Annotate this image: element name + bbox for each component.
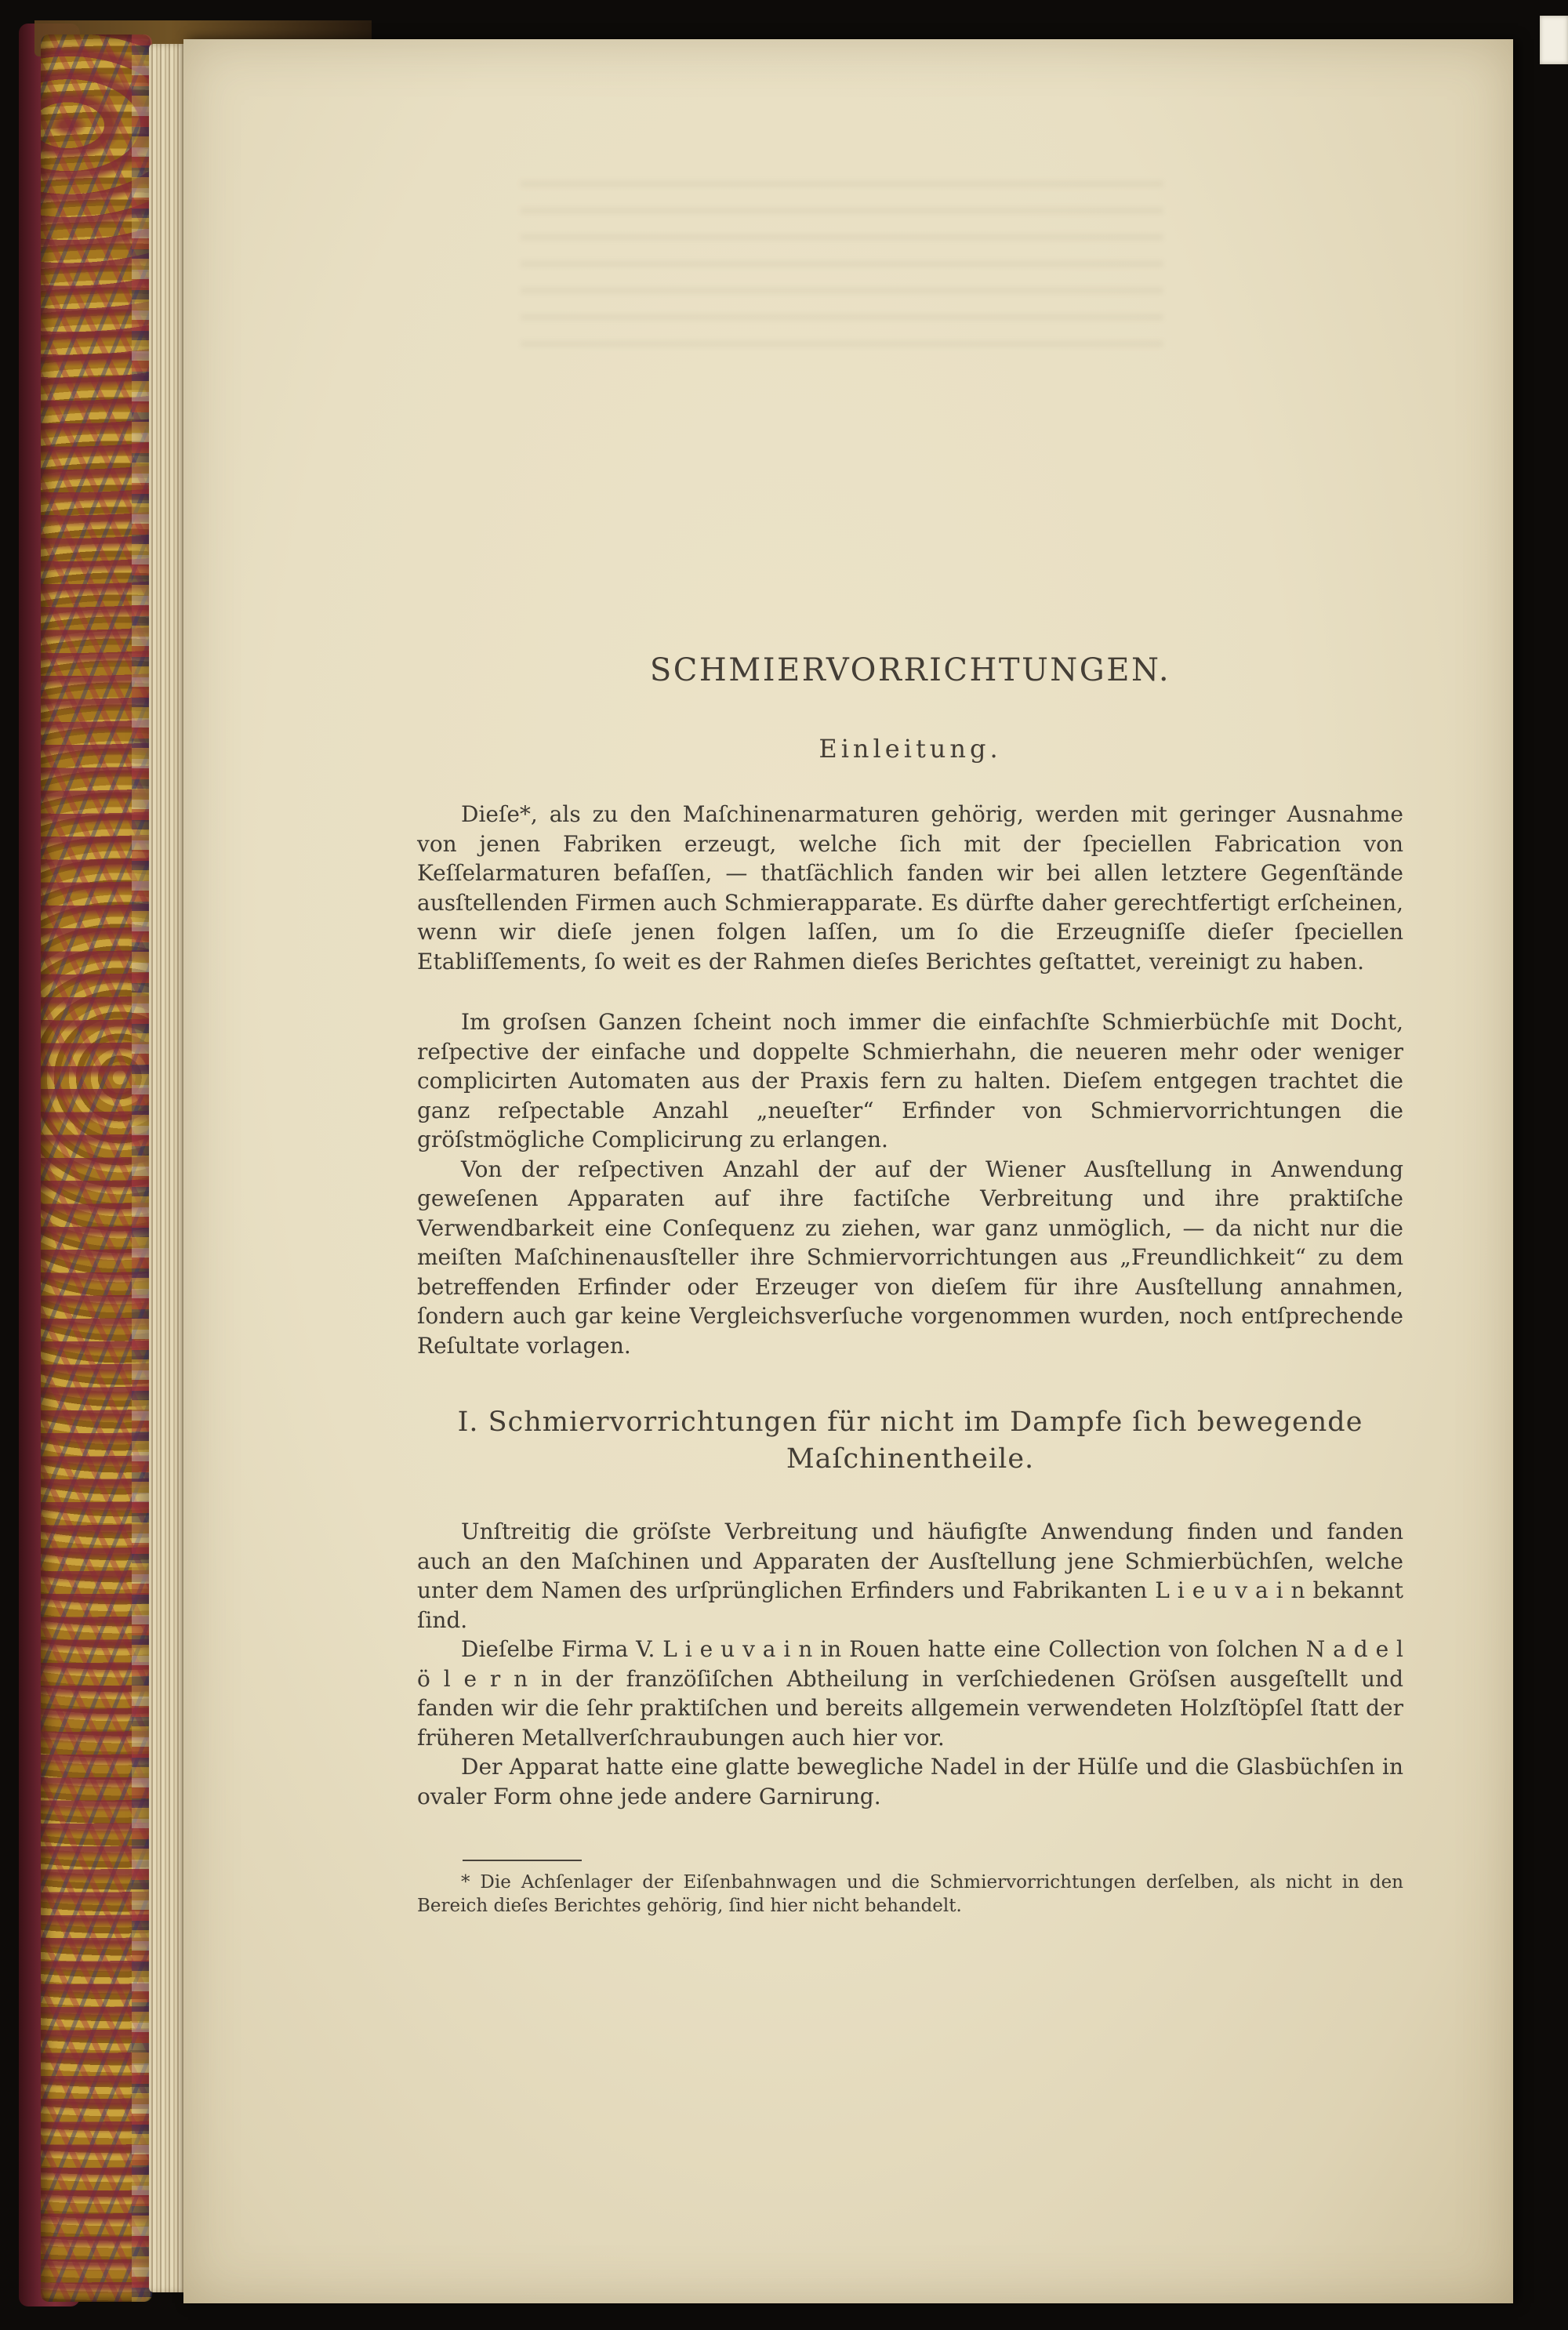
page-title: SCHMIERVORRICHTUNGEN.: [649, 652, 1171, 688]
section-paragraph: Dieſelbe Firma V. L i e u v a i n in Rouen hatte eine Collection von ſolchen N a d e l ö l e r n in der franzöſiſchen Abtheilung in verſchiedenen Gröſsen ausgeſtellt und fanden wir die ſehr praktiſchen und bereits allgemein verwendeten Holzſtöpſel ſtatt der früheren Metallverſchraubungen auch hier vor.: [417, 1636, 1403, 1751]
intro-paragraph: Von der reſpectiven Anzahl der auf der Wiener Ausſtellung in Anwendung geweſenen Apparaten auf ihre factiſche Verbreitung und ihre praktiſche Verwendbarkeit eine Conſequenz zu ziehen, war ganz unmöglich, — da nicht nur die meiſten Maſchinenausſteller ihre Schmiervorrichtungen aus „Freundlichkeit“ zu dem betreffenden Erfinder oder Erzeuger von dieſem für ihre Ausſtellung annahmen, ſondern auch gar keine Vergleichsverſuche vorgenommen wurden, noch entſprechende Reſultate vorlagen.: [417, 1156, 1403, 1359]
chapter-subtitle: Einleitung.: [818, 734, 1002, 764]
stacked-page-edges: [149, 44, 187, 2292]
footnote-separator-rule: [463, 1860, 582, 1861]
adjacent-page-sliver: [1540, 16, 1568, 64]
book-page: [183, 39, 1513, 2303]
section-heading: [417, 1404, 1403, 1478]
page-text-block: [417, 39, 1403, 1936]
footnote: * Die Achſenlager der Eiſenbahnwagen und die Schmiervorrichtungen derſelben, als nicht in den Bereich dieſes Berichtes gehörig, ſind hier nicht behandelt.: [417, 1872, 1403, 1916]
intro-paragraph: Im groſsen Ganzen ſcheint noch immer die einfachſte Schmierbüchſe mit Docht, reſpective der einfache und doppelte Schmierhahn, die neueren mehr oder weniger complicirten Automaten aus der Praxis fern zu halten. Dieſem entgegen trachtet die ganz reſpectable Anzahl „neueſter“ Erfinder von Schmiervorrichtungen die gröſstmögliche Complicirung zu erlangen.: [417, 1009, 1403, 1152]
intro-paragraph: Dieſe*, als zu den Maſchinenarmaturen gehörig, werden mit geringer Ausnahme von jenen Fabriken erzeugt, welche ſich mit der ſpeciellen Fabrication von Keſſelarmaturen befaſſen, — thatſächlich fanden wir bei allen letztere Gegenſtände ausſtellenden Firmen auch Schmierapparate. Es dürfte daher gerechtfertigt erſcheinen, wenn wir dieſe jenen folgen laſſen, um ſo die Erzeugniſſe dieſer ſpeciellen Etabliſſements, ſo weit es der Rahmen dieſes Berichtes geſtattet, vereinigt zu haben.: [417, 801, 1403, 974]
section-heading-line1: I. Schmiervorrichtungen für nicht im Dampfe ſich bewegende: [457, 1406, 1363, 1438]
section-paragraph: Unſtreitig die gröſste Verbreitung und häufigſte Anwendung finden und fanden auch an den Maſchinen und Apparaten der Ausſtellung jene Schmierbüchſen, welche unter dem Namen des urſprünglichen Erfinders und Fabrikanten L i e u v a i n bekannt ſind.: [417, 1519, 1403, 1633]
section-paragraph: Der Apparat hatte eine glatte bewegliche Nadel in der Hülſe und die Glasbüchſen in ovaler Form ohne jede andere Garnirung.: [417, 1754, 1403, 1809]
section-heading-line2: Maſchinentheile.: [786, 1443, 1035, 1475]
